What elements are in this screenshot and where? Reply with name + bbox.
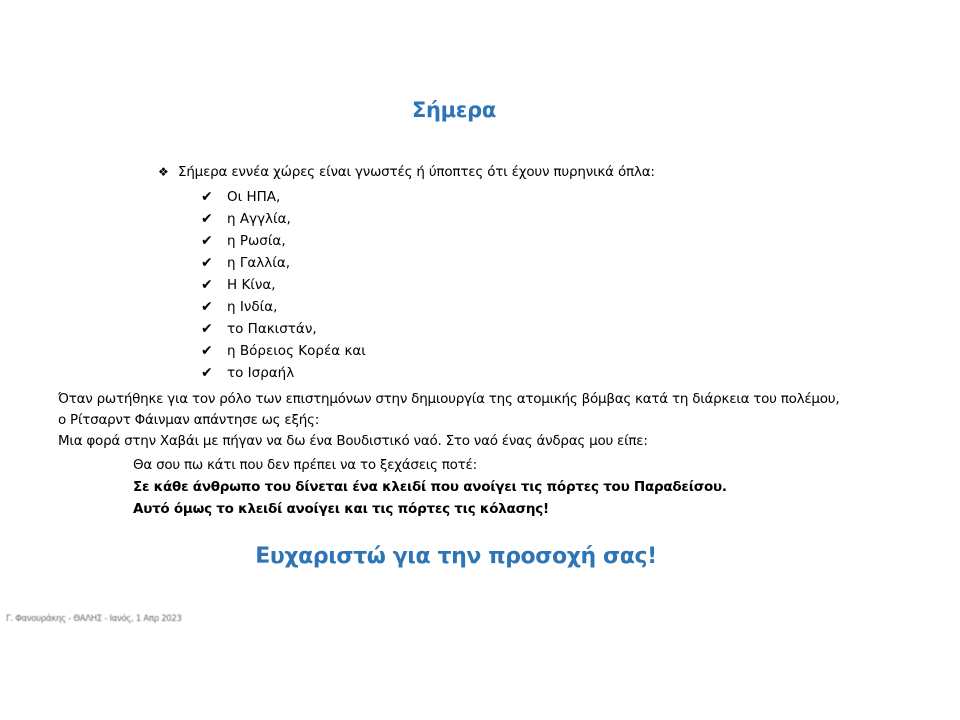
list-item [201,362,366,384]
list-item [201,318,366,340]
country-list [201,186,366,384]
intro-text: Σήμερα εννέα χώρες είναι γνωστές ή ύποπτες ότι έχουν πυρηνικά όπλα: [178,164,655,180]
intro-bullet [158,164,655,180]
checkmark-icon: ✔ [201,365,213,381]
list-item [201,208,366,230]
checkmark-icon: ✔ [201,233,213,249]
country-name: Οι ΗΠΑ, [227,189,281,205]
quote-block [133,454,727,520]
diamond-bullet-icon: ❖ [158,165,169,179]
list-item [201,274,366,296]
country-name: Η Κίνα, [227,277,276,293]
feynman-paragraph [58,389,839,452]
country-name: το Πακιστάν, [227,321,317,337]
quote-line-emphasis: Αυτό όμως το κλειδί ανοίγει και τις πόρτες τις κόλασης! [133,501,549,517]
checkmark-icon: ✔ [201,211,213,227]
list-item [201,296,366,318]
thanks-heading: Ευχαριστώ για την προσοχή σας! [255,544,657,569]
list-item [201,340,366,362]
quote-line-emphasis: Σε κάθε άνθρωπο του δίνεται ένα κλειδί που ανοίγει τις πόρτες του Παραδείσου. [133,479,727,495]
checkmark-icon: ✔ [201,343,213,359]
country-name: η Βόρειος Κορέα και [227,343,366,359]
paragraph-line: ο Ρίτσαρντ Φάινμαν απάντησε ως εξής: [58,412,319,428]
list-item [201,252,366,274]
checkmark-icon: ✔ [201,189,213,205]
paragraph-line: Μια φορά στην Χαβάι με πήγαν να δω ένα Βουδιστικό ναό. Στο ναό ένας άνδρας μου είπε: [58,433,648,449]
checkmark-icon: ✔ [201,321,213,337]
slide-title: Σήμερα [411,98,497,122]
footer-credit: Γ. Φανουράκης - ΘΑΛΗΣ - Ιανός, 1 Απρ 2023 [6,614,182,624]
country-name: η Ρωσία, [227,233,286,249]
country-name: η Αγγλία, [227,211,291,227]
paragraph-line: Όταν ρωτήθηκε για τον ρόλο των επιστημόνων στην δημιουργία της ατομικής βόμβας κατά τη διάρκεια του πολέμου, [58,391,840,407]
country-name: η Γαλλία, [227,255,291,271]
checkmark-icon: ✔ [201,277,213,293]
checkmark-icon: ✔ [201,299,213,315]
quote-line: Θα σου πω κάτι που δεν πρέπει να το ξεχάσεις ποτέ: [133,457,477,473]
checkmark-icon: ✔ [201,255,213,271]
list-item [201,230,366,252]
country-name: η Ινδία, [227,299,278,315]
list-item [201,186,366,208]
country-name: το Ισραήλ [227,365,295,381]
